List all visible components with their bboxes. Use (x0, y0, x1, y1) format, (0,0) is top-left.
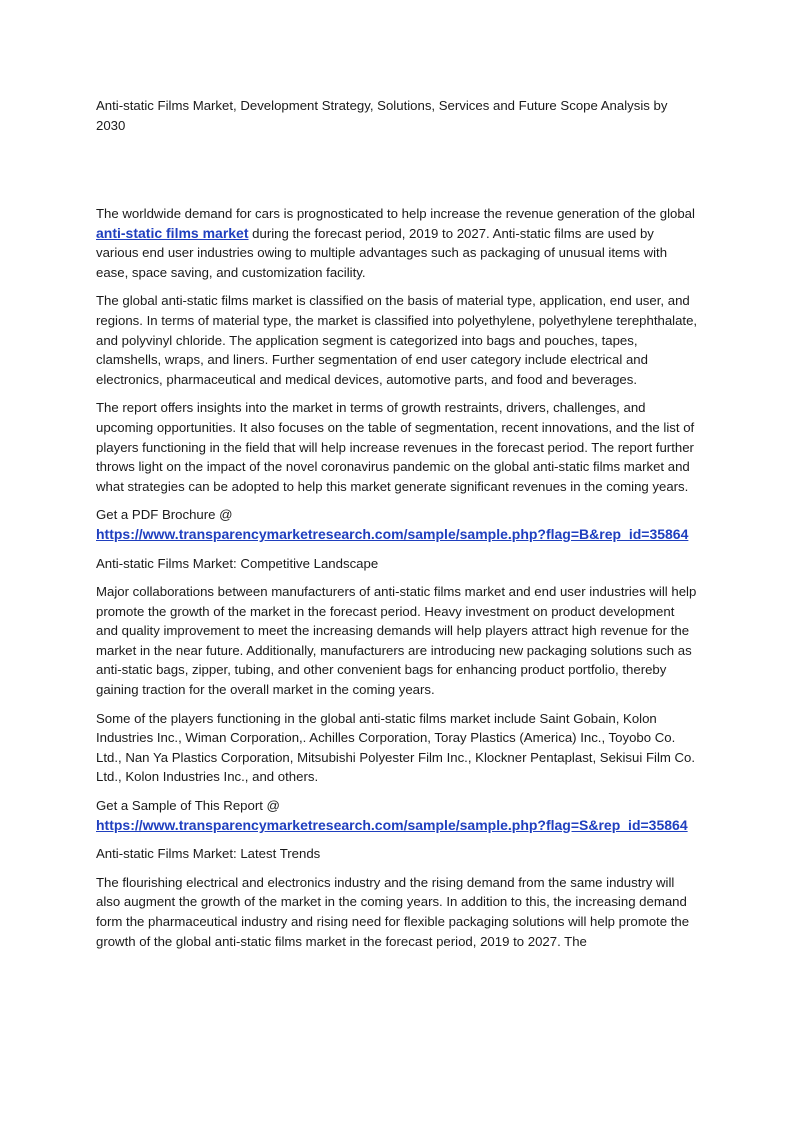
report-paragraph: The report offers insights into the market in terms of growth restraints, drivers, challenges, and upcoming opportunities. It also focuses on the table of segmentation, recent innovations, and the list of players functioning in the field that will help increase revenues in the forecast period. The report further throws light on the impact of the novel coronavirus pandemic on the global anti-static films market and what strategies can be adopted to help this market generate significant revenues in the coming years. (96, 400, 695, 494)
intro-paragraph (96, 204, 700, 282)
intro-text-before: The worldwide demand for cars is prognosticated to help increase the revenue generation of the global (96, 206, 695, 221)
sample-label: Get a Sample of This Report @ (96, 798, 280, 814)
document-title: Anti-static Films Market, Development Strategy, Solutions, Services and Future Scope Analysis by 2030 (96, 98, 668, 133)
sample-link[interactable]: https://www.transparencymarketresearch.com/sample/sample.php?flag=S&rep_id=35864 (96, 816, 688, 833)
brochure-block (96, 505, 700, 544)
players-paragraph: Some of the players functioning in the global anti-static films market include Saint Gobain, Kolon Industries Inc., Wiman Corporation,. Achilles Corporation, Toray Plastics (America) Inc., Toyobo Co. Ltd., Nan Ya Plastics Corporation, Mitsubishi Polyester Film Inc., Klockner Pentaplast, Sekisui Film Co. Ltd., Kolon Industries Inc., and others. (96, 710, 696, 785)
document-page (96, 96, 700, 960)
intro-text-after: during the forecast period, 2019 to 2027. Anti-static films are used by various end user industries owing to multiple advantages such as packaging of unusual items with ease, space saving, and customization facility. (96, 225, 668, 280)
classification-paragraph: The global anti-static films market is classified on the basis of material type, application, end user, and regions. In terms of material type, the market is classified into polyethylene, polyethylene terephthalate, and polyvinyl chloride. The application segment is categorized into bags and pouches, tapes, clamshells, wraps, and liners. Further segmentation of end user category include electrical and electronics, pharmaceutical and medical devices, automotive parts, and food and beverages. (96, 293, 698, 387)
competitive-landscape-heading: Anti-static Films Market: Competitive Landscape (96, 555, 379, 571)
latest-trends-heading: Anti-static Films Market: Latest Trends (96, 846, 321, 862)
trends-paragraph: The flourishing electrical and electronics industry and the rising demand from the same industry will also augment the growth of the market in the coming years. In addition to this, the increasing demand form the pharmaceutical industry and rising need for flexible packaging solutions will help promote the growth of the global anti-static films market in the forecast period, 2019 to 2027. The (96, 874, 690, 949)
collaborations-paragraph: Major collaborations between manufacturers of anti-static films market and end user industries will help promote the growth of the market in the forecast period. Heavy investment on product development and quality improvement to meet the increasing demands will help players attract high revenue for the market in the near future. Additionally, manufacturers are introducing new packaging solutions such as anti-static bags, zipper, tubing, and other convenient bags for enhancing product portfolio, thereby gaining traction for the overall market in the coming years. (96, 584, 697, 698)
sample-block (96, 796, 700, 835)
anti-static-films-market-link[interactable]: anti-static films market (96, 224, 249, 241)
brochure-label: Get a PDF Brochure @ (96, 507, 233, 523)
brochure-link[interactable]: https://www.transparencymarketresearch.com/sample/sample.php?flag=B&rep_id=35864 (96, 525, 689, 542)
